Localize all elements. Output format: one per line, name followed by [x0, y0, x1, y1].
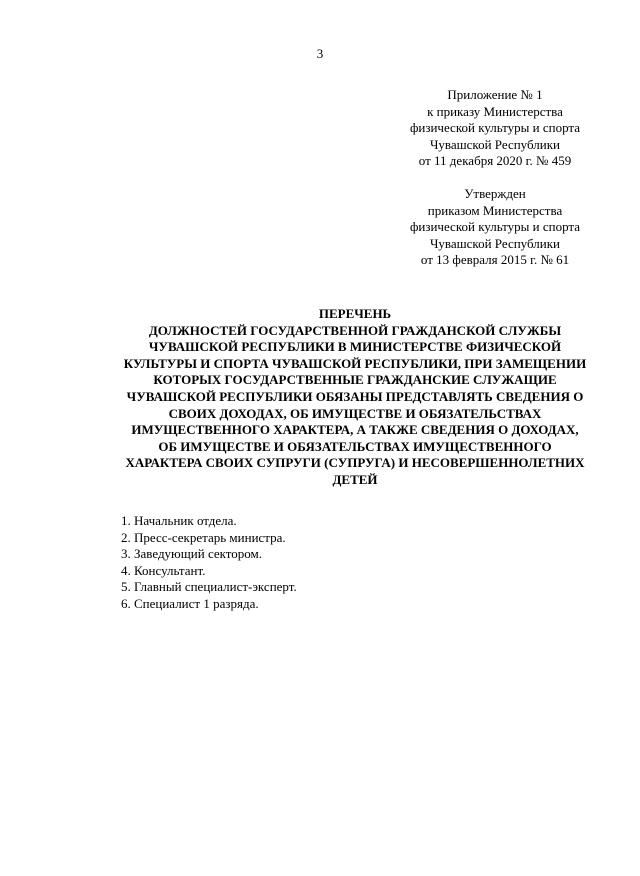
title-line: СВОИХ ДОХОДАХ, ОБ ИМУЩЕСТВЕ И ОБЯЗАТЕЛЬСТВАХ — [168, 405, 542, 421]
title-line: ХАРАКТЕРА СВОИХ СУПРУГИ (СУПРУГА) И НЕСОВЕРШЕННОЛЕТНИХ — [125, 455, 585, 471]
approved-line: Чувашской Республики — [429, 235, 561, 251]
title-line: ДЕТЕЙ — [332, 471, 378, 487]
appendix-line: к приказу Министерства — [427, 103, 563, 119]
positions-list — [121, 513, 297, 613]
title-line: КУЛЬТУРЫ И СПОРТА ЧУВАШСКОЙ РЕСПУБЛИКИ, ПРИ ЗАМЕЩЕНИИ — [123, 355, 587, 371]
approved-block — [400, 186, 590, 269]
list-item: 2. Пресс-секретарь министра. — [121, 529, 286, 545]
appendix-line: от 11 декабря 2020 г. № 459 — [418, 153, 572, 168]
list-item: 3. Заведующий сектором. — [121, 546, 263, 562]
list-item: 1. Начальник отдела. — [121, 513, 237, 528]
appendix-line: физической культуры и спорта — [409, 120, 581, 135]
title-line: КОТОРЫХ ГОСУДАРСТВЕННЫЕ ГРАЖДАНСКИЕ СЛУЖАЩИЕ — [153, 372, 557, 388]
list-item: 6. Специалист 1 разряда. — [121, 595, 259, 611]
title-line: ЧУВАШСКОЙ РЕСПУБЛИКИ В МИНИСТЕРСТВЕ ФИЗИЧЕСКОЙ — [148, 339, 562, 355]
approved-line: приказом Министерства — [427, 202, 563, 218]
title-line: ЧУВАШСКОЙ РЕСПУБЛИКИ ОБЯЗАНЫ ПРЕДСТАВЛЯТЬ СВЕДЕНИЯ О — [126, 388, 584, 404]
appendix-line: Приложение № 1 — [447, 87, 543, 102]
appendix-line: Чувашской Республики — [429, 136, 561, 152]
appendix-block — [400, 87, 590, 170]
title-line: ДОЛЖНОСТЕЙ ГОСУДАРСТВЕННОЙ ГРАЖДАНСКОЙ СЛУЖБЫ — [148, 322, 562, 338]
list-item: 4. Консультант. — [121, 562, 206, 578]
list-item: 5. Главный специалист-эксперт. — [121, 579, 297, 595]
approved-line: Утвержден — [464, 186, 526, 201]
page-number: 3 — [316, 46, 324, 61]
approved-line: физической культуры и спорта — [409, 219, 581, 234]
document-title — [108, 306, 602, 489]
title-line: ПЕРЕЧЕНЬ — [318, 306, 392, 321]
title-line: ИМУЩЕСТВЕННОГО ХАРАКТЕРА, А ТАКЖЕ СВЕДЕНИЯ О ДОХОДАХ, — [131, 422, 579, 438]
title-line: ОБ ИМУЩЕСТВЕ И ОБЯЗАТЕЛЬСТВАХ ИМУЩЕСТВЕННОГО — [158, 438, 552, 454]
approved-line: от 13 февраля 2015 г. № 61 — [420, 252, 570, 267]
